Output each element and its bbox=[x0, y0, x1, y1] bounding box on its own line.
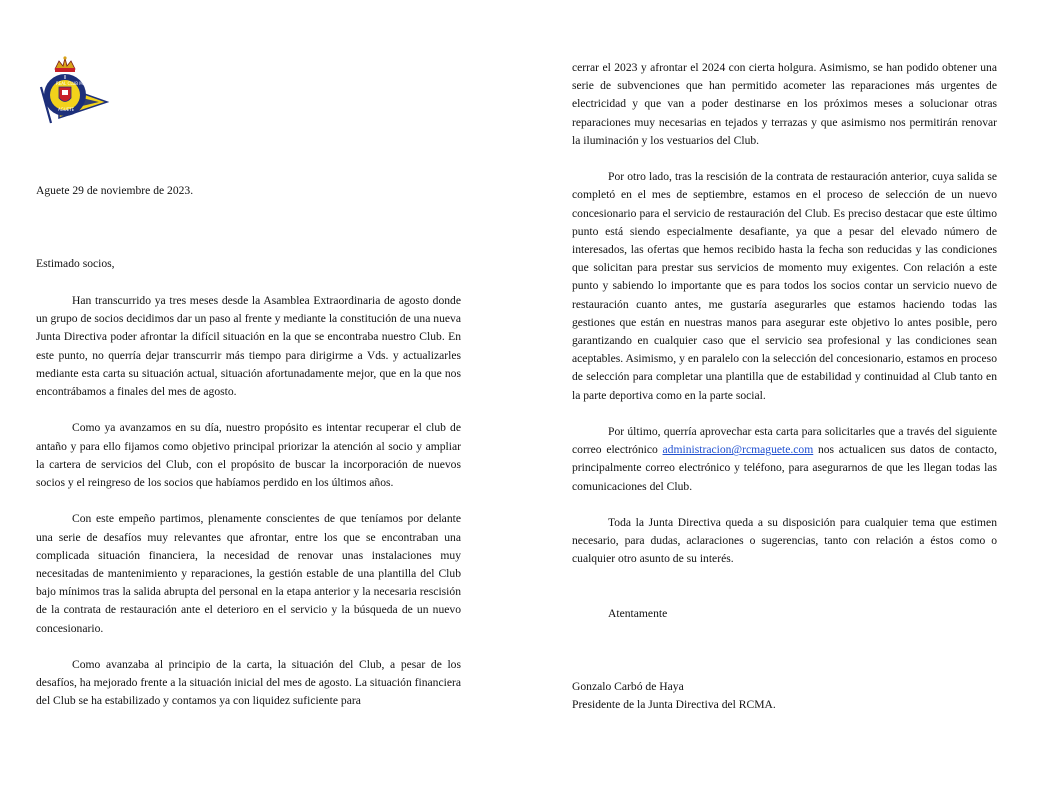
paragraph-situation: Como avanzaba al principio de la carta, la situación del Club, a pesar de los desafíos, ha mejorado frente a la situación inicial del mes de agosto. La situación financiera del Club se ha estabilizado y contamos ya con liquidez suficiente para bbox=[36, 658, 461, 708]
paragraph-restaurant: Por otro lado, tras la rescisión de la contrata de restauración anterior, cuya salida se completó en el mes de septiembre, estamos en el proceso de selección de un nuevo concesionario para el servicio de restauración del Club. Es preciso destacar que este último punto está siendo especialmente desafiante, ya que a pesar del elevado número de interesados, las ofertas que hemos recibido hasta la fecha son reducidas y las condiciones que solicitan para prestar sus servicios de momento muy exigentes. Con relación a este punto y sabiendo lo importante que es para todos los socios contar un servicio nuevo de restauración cuanto antes, me gustaría asegurarles que estamos haciendo todas las gestiones que están en nuestras manos para asegurar este objetivo lo antes posible, pero garantizando en cualquier caso que el servicio sea profesional y las condiciones sean aceptables. Asimismo, y en paralelo con la selección del concesionario, estamos en proceso de selección para completar una plantilla que de estabilidad y continuidad al Club tanto en la parte deportiva como en la parte social. bbox=[572, 170, 997, 402]
logo-ring-text-top: REAL CLUB MAR bbox=[56, 81, 89, 86]
left-column-body bbox=[36, 292, 461, 711]
letter-greeting: Estimado socios, bbox=[36, 257, 115, 270]
contact-text-after: nos actualicen sus datos de contacto, principalmente correo electrónico y teléfono, para asegurarnos de que les llegan todas las comunicaciones del Club. bbox=[572, 443, 998, 493]
paragraph-availability: Toda la Junta Directiva queda a su disposición para cualquier tema que estimen necesario, para dudas, aclaraciones o sugerencias, tanto con relación a éstos como o cualquier otro asunto de su interés. bbox=[572, 516, 997, 566]
closing-salutation: Atentamente bbox=[608, 606, 668, 620]
paragraph-continuation: cerrar el 2023 y afrontar el 2024 con cierta holgura. Asimismo, se han podido obtener una serie de subvenciones que han permitido acometer las reparaciones más urgentes de electricidad y que van a poder destinarse en los próximos meses a solucionar otras reparaciones muy necesarias en tejados y terrazas y que asimismo nos permitirán renovar la iluminación y los vestuarios del Club. bbox=[572, 61, 997, 147]
paragraph-contact-request bbox=[572, 423, 997, 496]
club-crest-icon bbox=[33, 55, 109, 125]
paragraph-purpose: Como ya avanzamos en su día, nuestro propósito es intentar recuperar el club de antaño y para ello fijamos como objetivo principal priorizar la atención al socio y ampliar la cartera de servicios del Club, con el propósito de buscar la incorporación de nuevos socios y el reingreso de los socios que habíamos perdido en los últimos años. bbox=[36, 421, 461, 490]
paragraph-intro: Han transcurrido ya tres meses desde la Asamblea Extraordinaria de agosto donde un grupo de socios decidimos dar un paso al frente y mediante la constitución de una nueva Junta Directiva poder afrontar la difícil situación en la que se encontraba nuestro Club. En este punto, no querría dejar transcurrir más tiempo para dirigirme a Vds. y actualizarles mediante esta carta su situación actual, situación afortunadamente mejor, que en la que nos encontrábamos a finales del mes de agosto. bbox=[36, 294, 461, 399]
contact-text-before: Por último, querría aprovechar esta carta para solicitarles que a través del siguiente correo electrónico bbox=[572, 425, 997, 457]
signer-name: Gonzalo Carbó de Haya bbox=[572, 679, 684, 693]
email-link[interactable]: administracion@rcmaguete.com bbox=[662, 443, 814, 457]
paragraph-challenges: Con este empeño partimos, plenamente conscientes de que teníamos por delante una serie de desafíos muy relevantes que afrontar, entre los que se encontraban una complicada situación financiera, la necesidad de renovar unas instalaciones muy necesitadas de mantenimiento y reparaciones, la gestión estable de una plantilla del Club bajo mínimos tras la salida abrupta del personal en la etapa anterior y la necesaria rescisión de la contrata de restauración ante el deterioro en el servicio y la búsqueda de un nuevo concesionario. bbox=[36, 512, 461, 635]
right-column-body bbox=[572, 59, 997, 714]
club-logo bbox=[33, 55, 109, 125]
logo-ring-text-bottom: AGUETE bbox=[58, 107, 75, 112]
signer-title: Presidente de la Junta Directiva del RCMA. bbox=[572, 698, 776, 712]
letter-date: Aguete 29 de noviembre de 2023. bbox=[36, 184, 194, 197]
